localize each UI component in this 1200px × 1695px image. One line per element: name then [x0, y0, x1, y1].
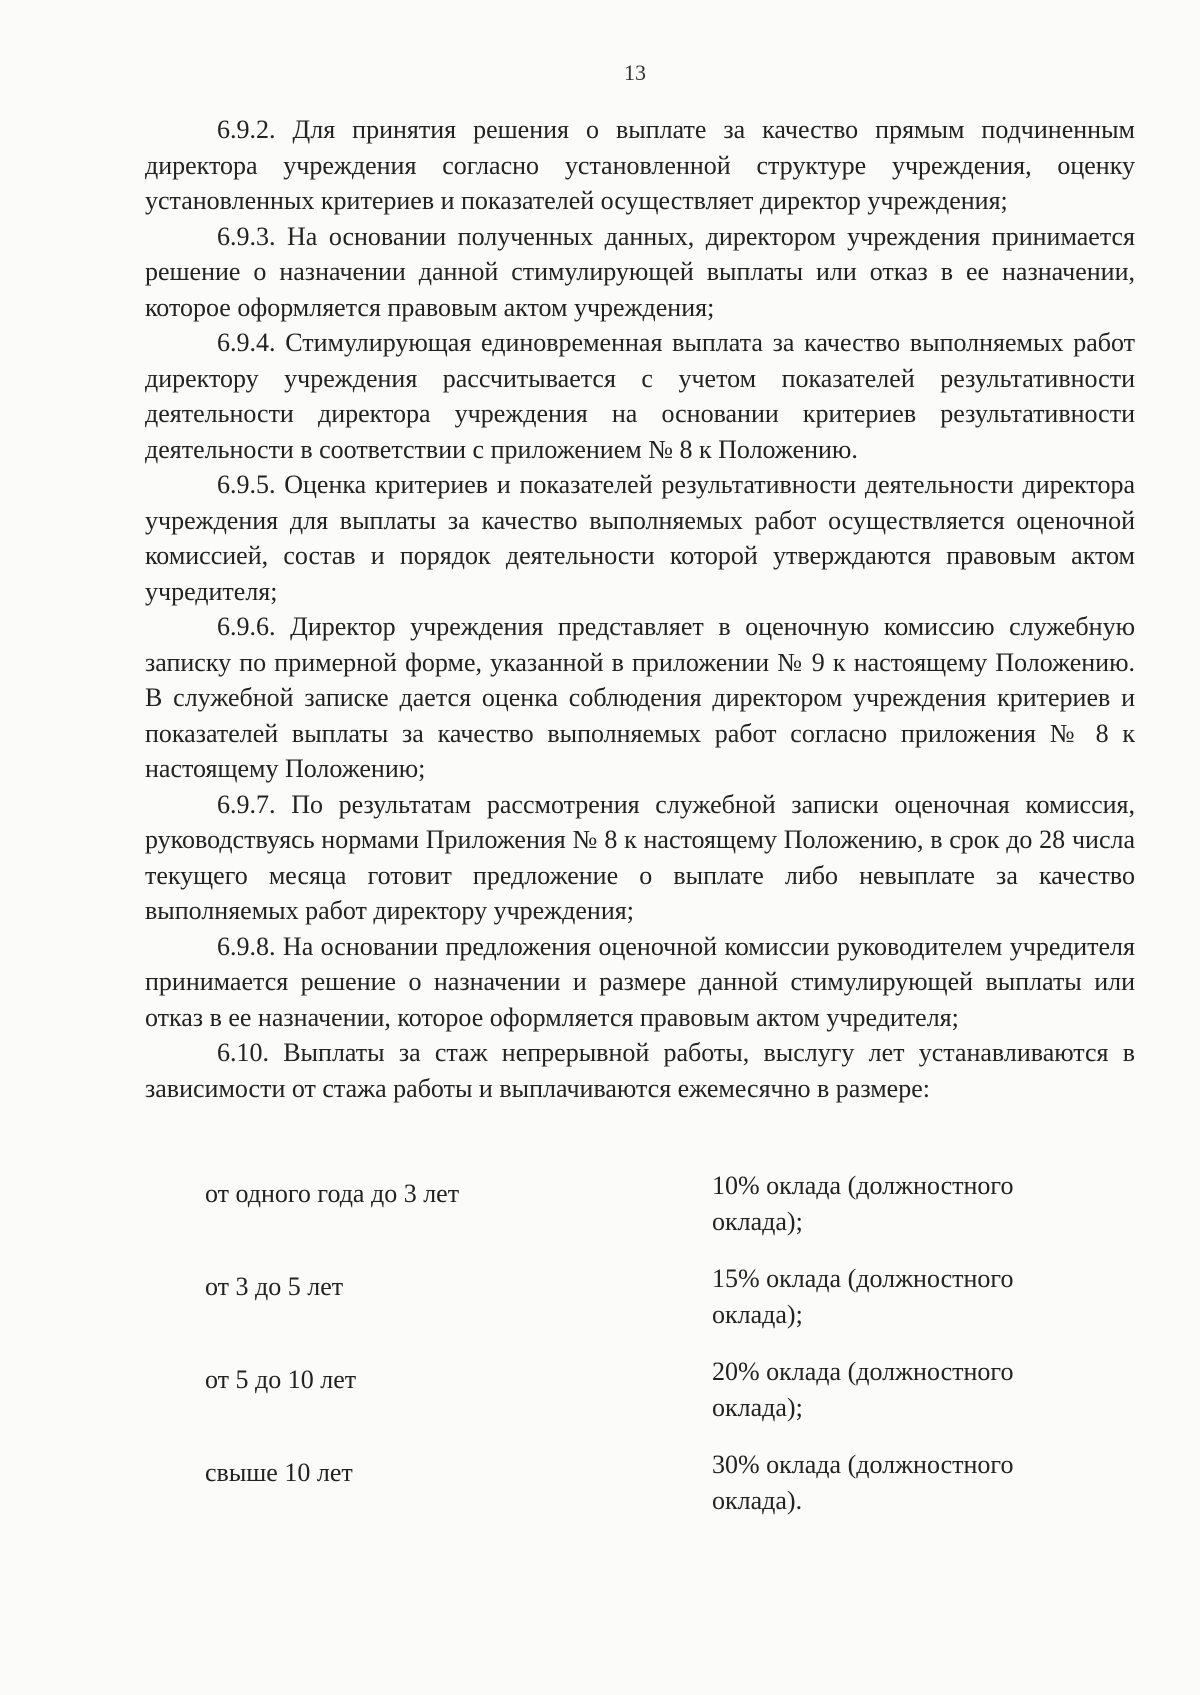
body-text [145, 112, 1135, 1106]
seniority-term: от одного года до 3 лет [205, 1179, 460, 1208]
seniority-row [0, 1261, 1200, 1354]
paragraph-6-9-6: 6.9.6. Директор учреждения представляет в оценочную комиссию служебную записку по примерной форме, указанной в приложении № 9 к настоящему Положению. В служебной записке дается оценка соблюдения директором учреждения критериев и показателей выплаты за качество выполняемых работ согласно приложения № 8 к настоящему Положению; [145, 612, 1135, 783]
seniority-rate: 30% оклада (должностного оклада). [712, 1450, 1014, 1515]
seniority-term: свыше 10 лет [205, 1458, 353, 1487]
paragraph-6-9-2: 6.9.2. Для принятия решения о выплате за качество прямым подчиненным директора учреждения согласно установленной структуре учреждения, оценку установленных критериев и показателей осуществляет директор учреждения; [145, 115, 1135, 215]
seniority-rates-list [0, 1168, 1200, 1540]
paragraph-6-10: 6.10. Выплаты за стаж непрерывной работы, выслугу лет устанавливаются в зависимости от стажа работы и выплачиваются ежемесячно в размере: [145, 1038, 1135, 1103]
seniority-term: от 5 до 10 лет [205, 1365, 357, 1394]
paragraph-6-9-8: 6.9.8. На основании предложения оценочной комиссии руководителем учредителя принимается решение о назначении и размере данной стимулирующей выплаты или отказ в ее назначении, которое оформляется правовым актом учредителя; [145, 931, 1135, 1032]
page-number: 13 [624, 60, 646, 85]
paragraph-6-9-3: 6.9.3. На основании полученных данных, директором учреждения принимается решение о назначении данной стимулирующей выплаты или отказ в ее назначении, которое оформляется правовым актом учреждения; [145, 221, 1135, 322]
paragraph-6-9-4: 6.9.4. Стимулирующая единовременная выплата за качество выполняемых работ директору учреждения рассчитывается с учетом показателей результативности деятельности директора учреждения на основании критериев результативности деятельности в соответствии с приложением № 8 к Положению. [145, 328, 1135, 464]
seniority-rate: 20% оклада (должностного оклада); [712, 1357, 1014, 1422]
seniority-term: от 3 до 5 лет [205, 1272, 344, 1301]
seniority-row [0, 1354, 1200, 1447]
seniority-rate: 15% оклада (должностного оклада); [712, 1264, 1014, 1329]
seniority-row [0, 1447, 1200, 1540]
paragraph-6-9-5: 6.9.5. Оценка критериев и показателей результативности деятельности директора учреждения для выплаты за качество выполняемых работ осуществляется оценочной комиссией, состав и порядок деятельности которой утверждаются правовым актом учредителя; [145, 470, 1135, 606]
seniority-row [0, 1168, 1200, 1261]
seniority-rate: 10% оклада (должностного оклада); [712, 1171, 1014, 1236]
paragraph-6-9-7: 6.9.7. По результатам рассмотрения служебной записки оценочная комиссия, руководствуясь нормами Приложения № 8 к настоящему Положению, в срок до 28 числа текущего месяца готовит предложение о выплате либо невыплате за качество выполняемых работ директору учреждения; [145, 789, 1135, 925]
